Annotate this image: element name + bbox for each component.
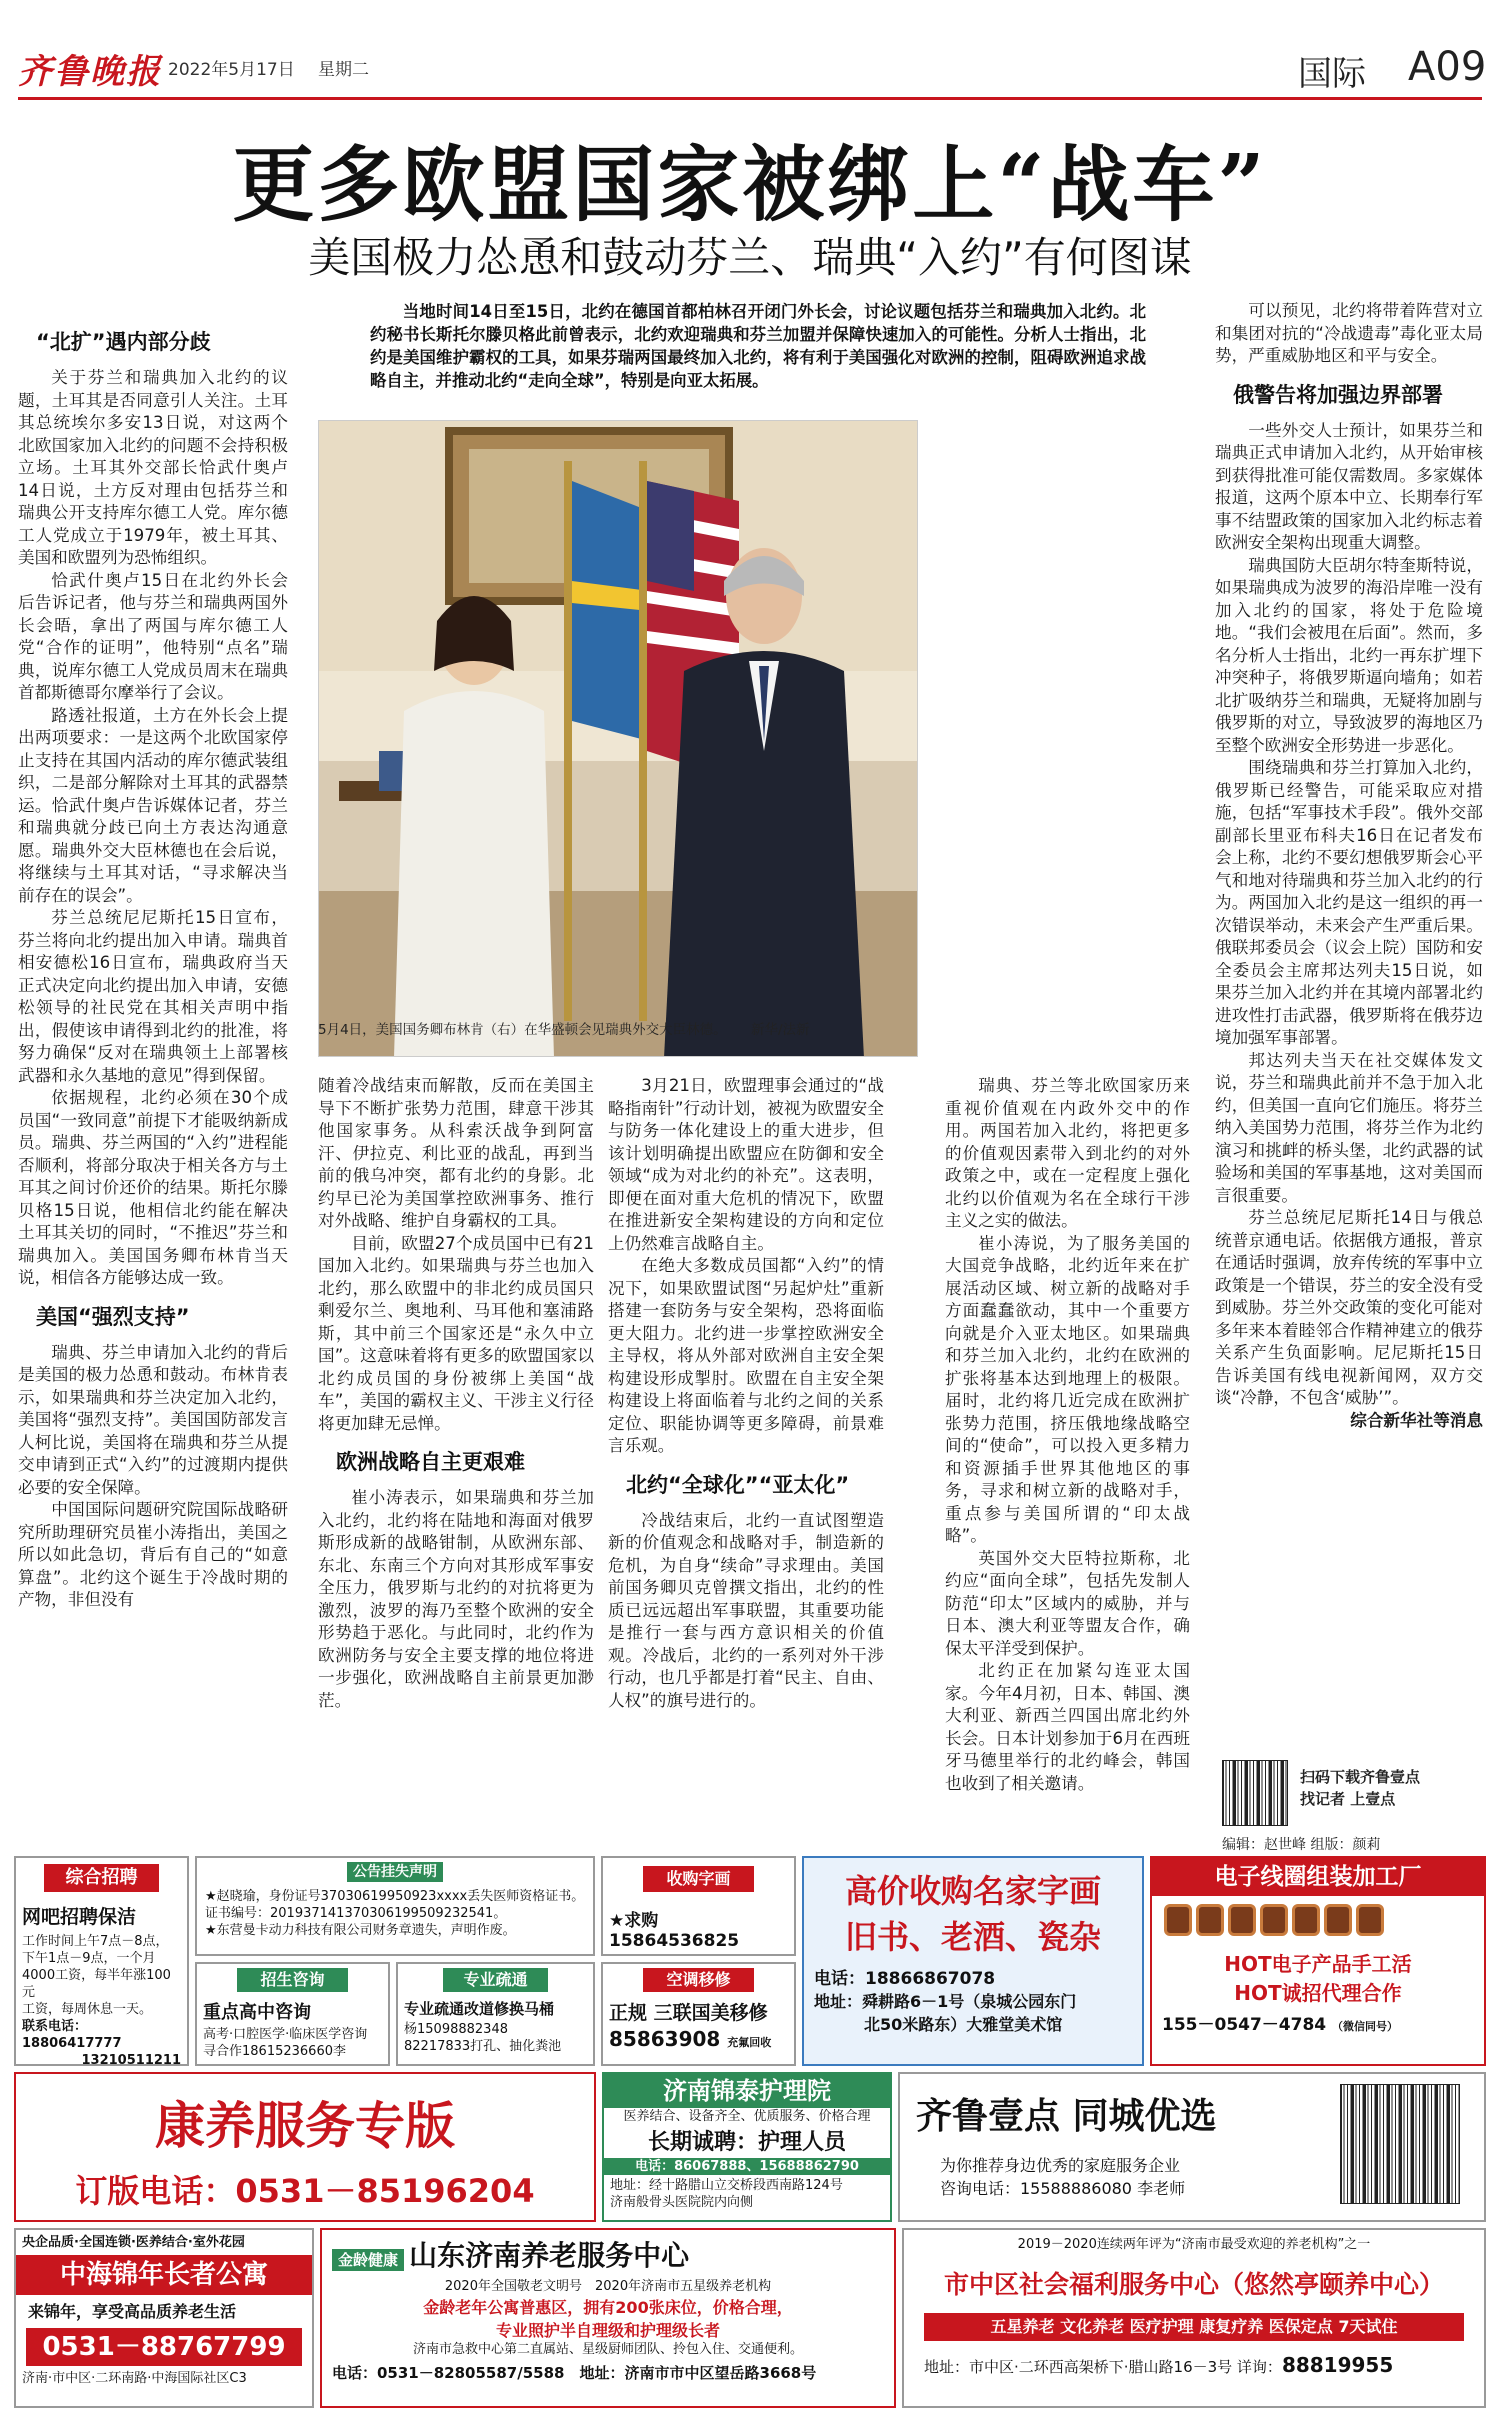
ad-notice: 公告挂失声明 ★赵晓瑜，身份证号37030619950923xxxx丢失医师资格证书。证书编号：201937141370306199509232541。 ★东营曼卡动力科技有限公司财务章遗失，声明作废。	[195, 1856, 595, 1956]
newspaper-logo: 齐鲁晚报	[18, 52, 162, 92]
issue-weekday: 星期二	[318, 60, 369, 80]
section-heading: 北约“全球化”“亚太化”	[626, 1472, 850, 1497]
classified-ads	[0, 1850, 1500, 2414]
section-heading: 俄警告将加强边界部署	[1233, 382, 1443, 407]
qr-code[interactable]	[1222, 1760, 1288, 1826]
page-number: A09	[1408, 44, 1487, 90]
section-heading: “北扩”遇内部分歧	[36, 330, 211, 354]
article-column-3: 3月21日，欧盟理事会通过的“战略指南针”行动计划，被视为欧盟安全与防务一体化建设上的重大进步，但该计划明确提出欧盟应在防御和安全领域“成为对北约的补充”。这表明，即便在面对重大危机的情况下，欧盟在推进新安全架构建设的方向和定位上仍然难言战略自主。 在绝大多数成员国都“入约”的情况下，如果欧盟试图“另起炉灶”重新搭建一套防务与安全架构，恐将面临更大阻力。北约进一步掌控欧洲安全主导权，将从外部对欧洲自主安全架构建设形成掣肘。欧盟在自主安全架构建设上将面临着与北约之间的关系定位、职能协调等更多障碍，前景难言乐观。 北约“全球化”“亚太化” 冷战结束后，北约一直试图塑造新的价值观念和战略对手，制造新的危机，为自身“续命”寻求理由。美国前国务卿贝克曾撰文指出，北约的性质已远远超出军事联盟，其重要功能是推行一套与西方意识相关的价值观。冷战后，北约的一系列对外干涉行动，也几乎都是打着“民主、自由、人权”的旗号进行的。	[608, 1076, 884, 1710]
ad-calligraphy: 收购字画 ★求购15864536825	[601, 1856, 796, 1956]
ad-jinan-elderly-center: 金龄健康 山东济南养老服务中心 2020年全国敬老文明号 2020年济南市五星级养老机构 金龄老年公寓普惠区，拥有200张床位，价格合理， 专业照护半自理级和护理级长者 济南市急救中心第二直属站、星级厨师团队、拎包入住、交通便利。 电话：0531－82805587/5588 地址：济南市市中区望岳路3668号	[320, 2228, 896, 2408]
photo-caption: 5月4日，美国国务卿布林肯（右）在华盛顿会见瑞典外交大臣林德。 新华/法新	[318, 1022, 810, 1038]
issue-date: 2022年5月17日	[168, 60, 295, 80]
article-column-2: 随着冷战结束而解散，反而在美国主导下不断扩张势力范围，肆意干涉其他国家事务。从科索沃战争到阿富汗、伊拉克、利比亚的战乱，再到当前的俄乌冲突，都有北约的身影。北约早已沦为美国掌控欧洲事务、推行对外战略、维护自身霸权的工具。 目前，欧盟27个成员国中已有21国加入北约。如果瑞典与芬兰也加入北约，那么欧盟中的非北约成员国只剩爱尔兰、奥地利、马耳他和塞浦路斯，其中前三个国家还是“永久中立国”。这意味着将有更多的欧盟国家以北约成员国的身份被绑上美国“战车”，美国的霸权主义、干涉主义行径将更加肆无忌惮。 欧洲战略自主更艰难 崔小涛表示，如果瑞典和芬兰加入北约，北约将在陆地和海面对俄罗斯形成新的战略钳制，从欧洲东部、东北、东南三个方向对其形成军事安全压力，俄罗斯与北约的对抗将更为激烈，波罗的海乃至整个欧洲的安全形势趋于恶化。与此同时，北约作为欧洲防务与安全主要支撑的地位将进一步强化，欧洲战略自主前景更加渺茫。	[318, 1076, 594, 1710]
lead-paragraph: 当地时间14日至15日，北约在德国首都柏林召开闭门外长会，讨论议题包括芬兰和瑞典加入北约。北约秘书长斯托尔滕贝格此前曾表示，北约欢迎瑞典和芬兰加盟并保障快速加入的可能性。分析人士指出，北约是美国维护霸权的工具，如果芬瑞两国最终加入北约，将有利于美国强化对欧洲的控制，阻碍欧洲追求战略自主，并推动北约“走向全球”，特别是向亚太拓展。	[370, 302, 1146, 390]
ad-coil-factory: 电子线圈组装加工厂 HOT电子产品手工活 HOT诚招代理合作 155－0547－4784 （微信同号）	[1150, 1856, 1486, 2066]
ad-welfare-center: 2019－2020连续两年评为“济南市最受欢迎的养老机构”之一 市中区社会福利服务中心（悠然亭颐养中心） 五星养老 文化养老 医疗护理 康复疗养 医保定点 7天试住 地址：市中区·二环西高架桥下·腊山路16－3号 详询：88819955	[902, 2228, 1486, 2408]
source-note: 综合新华社等消息	[1350, 1410, 1483, 1430]
ad-collect-antiques: 高价收购名家字画 旧书、老酒、瓷杂 电话：18866867078 地址：舜耕路6－1号（泉城公园东门 北50米路东）大雅堂美术馆	[802, 1856, 1144, 2066]
photo-credit: 新华/法新	[750, 1022, 810, 1038]
article-column-5: 可以预见，北约将带着阵营对立和集团对抗的“冷战遗毒”毒化亚太局势，严重威胁地区和平与安全。 俄警告将加强边界部署 一些外交人士预计，如果芬兰和瑞典正式申请加入北约，从开始审核到获得批准可能仅需数周。多家媒体报道，这两个原本中立、长期奉行军事不结盟政策的国家加入北约标志着欧洲安全架构出现重大调整。 瑞典国防大臣胡尔特奎斯特说，如果瑞典成为波罗的海沿岸唯一没有加入北约的国家，将处于危险境地。“我们会被甩在后面”。然而，多名分析人士指出，北约一再东扩埋下冲突种子，将俄罗斯逼向墙角；如若北扩吸纳芬兰和瑞典，无疑将加剧与俄罗斯的对立，导致波罗的海地区乃至整个欧洲安全形势进一步恶化。 围绕瑞典和芬兰打算加入北约，俄罗斯已经警告，可能采取应对措施，包括“军事技术手段”。俄外交部副部长里亚布科夫16日在记者发布会上称，北约不要幻想俄罗斯会心平气和地对待瑞典和芬兰加入北约的行为。两国加入北约是这一组织的再一次错误举动，未来会产生严重后果。俄联邦委员会（议会上院）国防和安全委员会主席邦达列夫15日说，如果芬兰加入北约并在其境内部署北约进攻性打击武器，俄罗斯将在俄芬边境加强军事部署。 邦达列夫当天在社交媒体发文说，芬兰和瑞典此前并不急于加入北约，但美国一直向它们施压。将芬兰纳入美国势力范围，将芬兰作为北约演习和挑衅的桥头堡，北约武器的试验场和美国的军事基地，这对美国而言很重要。 芬兰总统尼尼斯托14日与俄总统普京通电话。依据俄方通报，普京在通话时强调，放弃传统的军事中立政策是一个错误，芬兰的安全没有受到威胁。芬兰外交政策的变化可能对多年来本着睦邻合作精神建立的俄芬关系产生负面影响。尼尼斯托15日告诉美国有线电视新闻网，双方交谈“冷静，不包含‘威胁’”。 综合新华社等消息	[1215, 300, 1483, 1750]
ad-recruit: 综合招聘 网吧招聘保洁 工作时间上午7点－8点， 下午1点－9点，一个月 4000工资，每半年涨100元 工资，每周休息一天。 联系电话：18806417777 13210511211	[14, 1856, 189, 2066]
qr-caption: 扫码下载齐鲁壹点 找记者 上壹点	[1300, 1768, 1421, 1808]
ad-nursing-home: 济南锦泰护理院 医养结合、设备齐全、优质服务、价格合理 长期诚聘：护理人员 电话：86067888、15688862790 地址：经十路腊山立交桥段西南路124号 济南般骨头医院院内向侧	[602, 2072, 892, 2222]
photo-illustration	[319, 421, 918, 1057]
news-photo	[318, 420, 918, 1057]
editor-credit: 编辑：赵世峰 组版：颜莉	[1222, 1837, 1381, 1853]
ad-plumbing: 专业疏通 专业疏通改道修换马桶 杨15098882348 82217833打孔、抽化粪池	[396, 1962, 595, 2066]
ad-qilu-yidian: 齐鲁壹点 同城优选 为你推荐身边优秀的家庭服务企业 咨询电话：15588886080 李老师	[898, 2072, 1486, 2222]
ad-aircon: 空调移修 正规 三联国美移修 85863908 充氟回收	[601, 1962, 796, 2066]
section-heading: 欧洲战略自主更艰难	[336, 1450, 525, 1474]
coil-images	[1152, 1896, 1484, 1948]
section-name: 国际	[1298, 54, 1366, 94]
headline: 更多欧盟国家被绑上“战车”	[232, 137, 1268, 233]
subheadline: 美国极力怂恿和鼓动芬兰、瑞典“入约”有何图谋	[308, 233, 1192, 282]
masthead	[18, 30, 1487, 100]
ad-senior-apartment: 央企品质·全国连锁·医养结合·室外花园 中海锦年长者公寓 来锦年，享受高品质养老生活 0531－88767799 济南·市中区·二环南路·中海国际社区C3	[14, 2228, 314, 2408]
article-column-4: 瑞典、芬兰等北欧国家历来重视价值观在内政外交中的作用。两国若加入北约，将把更多的价值观因素带入到北约的对外政策之中，或在一定程度上强化北约以价值观为名在全球行干涉主义之实的做法。 崔小涛说，为了服务美国的大国竞争战略，北约近年来在扩展活动区域、树立新的战略对手方面蠢蠢欲动，其中一个重要方向就是介入亚太地区。如果瑞典和芬兰加入北约，北约在欧洲的扩张将基本达到地理上的极限。届时，北约将几近完成在欧洲扩张势力范围，挤压俄地缘战略空间的“使命”，可以投入更多精力和资源插手世界其他地区的事务，寻求和树立新的战略对手，重点参与美国所谓的“印太战略”。 英国外交大臣特拉斯称，北约应“面向全球”，包括先发制人防范“印太”区域内的威胁，并与日本、澳大利亚等盟友合作，确保太平洋受到保护。 北约正在加紧勾连亚太国家。今年4月初，日本、韩国、澳大利亚、新西兰四国出席北约外长会。日本计划参加于6月在西班牙马德里举行的北约峰会，韩国也收到了相关邀请。	[945, 1076, 1190, 1793]
ad-qr-code[interactable]	[1340, 2084, 1460, 2204]
ad-health-special: 康养服务专版 订版电话：0531－85196204	[14, 2072, 596, 2222]
ad-enrollment: 招生咨询 重点高中咨询 高考·口腔医学·临床医学咨询 寻合作18615236660李	[195, 1962, 390, 2066]
section-heading: 美国“强烈支持”	[36, 1304, 190, 1329]
article-column-1: “北扩”遇内部分歧 关于芬兰和瑞典加入北约的议题，土耳其是否同意引人关注。土耳其总统埃尔多安13日说，对这两个北欧国家加入北约的问题不会持积极立场。土耳其外交部长恰武什奥卢14日说，土方反对理由包括芬兰和瑞典公开支持库尔德工人党。库尔德工人党成立于1979年，被土耳其、美国和欧盟列为恐怖组织。 恰武什奥卢15日在北约外长会后告诉记者，他与芬兰和瑞典两国外长会晤，拿出了两国与库尔德工人党“合作的证明”，他特别“点名”瑞典，说库尔德工人党成员周末在瑞典首都斯德哥尔摩举行了会议。 路透社报道，土方在外长会上提出两项要求：一是这两个北欧国家停止支持在其国内活动的库尔德武装组织，二是部分解除对土耳其的武器禁运。恰武什奥卢告诉媒体记者，芬兰和瑞典就分歧已向土方表达沟通意愿。瑞典外交大臣林德也在会后说，将继续与土耳其对话，“寻求解决当前存在的误会”。 芬兰总统尼尼斯托15日宣布，芬兰将向北约提出加入申请。瑞典首相安德松16日宣布，瑞典政府当天正式决定向北约提出加入申请，安德松领导的社民党在其相关声明中指出，假使该申请得到北约的批准，将努力确保“反对在瑞典领土上部署核武器和永久基地的意见”得到保留。 依据规程，北约必须在30个成员国“一致同意”前提下才能吸纳新成员。瑞典、芬兰两国的“入约”进程能否顺利，将部分取决于相关各方与土耳其之间讨价还价的结果。斯托尔滕贝格15日说，他相信北约能在解决土耳其关切的同时，“不推迟”芬兰和瑞典加入。美国国务卿布林肯当天说，相信各方能够达成一致。 美国“强烈支持” 瑞典、芬兰申请加入北约的背后是美国的极力怂恿和鼓动。布林肯表示，如果瑞典和芬兰决定加入北约，美国将“强烈支持”。美国国防部发言人柯比说，美国将在瑞典和芬兰从提交申请到正式“入约”的过渡期内提供必要的安全保障。 中国国际问题研究院国际战略研究所助理研究员崔小涛指出，美国之所以如此急切，背后有自己的“如意算盘”。北约这个诞生于冷战时期的产物，非但没有	[18, 315, 288, 1840]
